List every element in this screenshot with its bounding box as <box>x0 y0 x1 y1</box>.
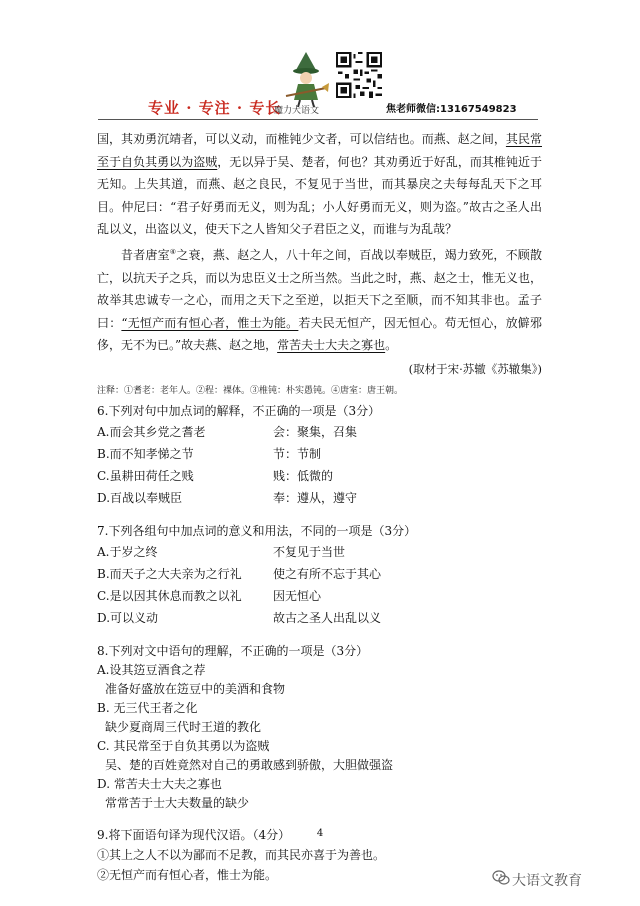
question-6-title: 6.下列对句中加点词的解释，不正确的一项是（3分） <box>97 403 381 418</box>
passage-text: 之衰，燕、赵之人，八十年之间，百战以奉贼臣，竭力致死，不顾散亡，以抗天子之兵，而以为忠臣义士之所当然。当此之时，燕、赵之士，惟无义也，故举其忠诚专一之心，而用之天下之至逆，以拒天下之至顺，而不知其非也。孟子曰： <box>97 247 542 330</box>
watermark: 大语文教育 <box>512 873 582 889</box>
slogan: 专业 · 专注 · 专长 <box>148 99 282 117</box>
underlined-sentence: “无恒产而有恒心者，惟士为能。 <box>121 315 299 330</box>
question-9-item: ②无恒产而有恒心者，惟士为能。 <box>97 867 278 882</box>
brand-name: 魔力大语文 <box>274 106 320 116</box>
passage-paragraph-1 <box>97 128 542 241</box>
question-8-title: 8.下列对文中语句的理解，不正确的一项是（3分） <box>97 643 369 658</box>
wechat-icon <box>492 869 510 887</box>
passage-text: 国，其劝勇沉靖者，可以义动，而椎钝少文者，可以信结也。而燕、赵之间， <box>97 132 506 146</box>
qr-code-icon <box>336 52 382 98</box>
question-8-options <box>97 661 542 813</box>
page-header <box>0 0 640 122</box>
question-8-option-explanation: 常常苦于士大夫数量的缺少 <box>105 795 250 810</box>
question-6-option: B.而不知孝悌之节 节：节制 <box>97 446 322 461</box>
page-number: 4 <box>316 828 324 839</box>
question-8-option-explanation: 准备好盛放在笾豆中的美酒和食物 <box>105 681 286 696</box>
passage-text: 。 <box>385 338 398 353</box>
question-8-option: A.设其笾豆酒食之荐 <box>97 662 206 677</box>
question-7-option: C.是以因其休息而教之以礼 因无恒心 <box>97 588 322 603</box>
question-8-option-explanation: 吴、楚的百姓竟然对自己的勇敢感到骄傲，大胆做强盗 <box>105 757 394 772</box>
question-8-option: B. 无三代王者之化 <box>97 700 198 715</box>
question-7-option: A.于岁之终 不复见于当世 <box>97 544 346 559</box>
question-6-option: D.百战以奉贼臣 奉：遵从，遵守 <box>97 490 358 505</box>
question-6-options <box>97 421 542 509</box>
source-citation: (取材于宋·苏辙《苏辙集》) <box>408 361 542 376</box>
passage-paragraph-2 <box>97 241 542 357</box>
question-7-options <box>97 541 542 629</box>
passage-text: 若夫民无恒产，因无恒心。苟无恒心，放僻邪侈，无不为已。”故夫燕、赵之地， <box>97 315 542 353</box>
question-7-title: 7.下列各组句中加点词的意义和用法，不同的一项是（3分） <box>97 523 417 538</box>
underlined-sentence: 常苦夫士大夫之寡也 <box>277 338 386 353</box>
question-7-option: B.而天子之大夫亲为之行礼 使之有所不忘于其心 <box>97 566 382 581</box>
question-9-item: ①其上之人不以为鄙而不足教，而其民亦喜于为善也。 <box>97 847 386 862</box>
question-9-title: 9.将下面语句译为现代汉语。（4分） <box>97 827 291 842</box>
question-8-option: C. 其民常至于自负其勇以为盗贼 <box>97 738 270 753</box>
annotation-notes: 注释：①耆老：老年人。②程：裸体。③椎钝：朴实愚钝。④唐室：唐王朝。 <box>97 385 404 396</box>
question-6-option: C.虽耕田荷任之贱 贱：低微的 <box>97 468 334 483</box>
passage-text: 昔者唐室 <box>121 247 170 262</box>
exam-content <box>97 128 542 885</box>
contact-wechat: 焦老师微信:13167549823 <box>386 104 517 115</box>
witch-mascot-icon <box>282 50 330 108</box>
header-divider <box>98 119 538 120</box>
question-6-option: A.而会其乡党之耆老 会：聚集，召集 <box>97 424 358 439</box>
passage-text: ，无以异于吴、楚者，何也？其劝勇近于好乱，而其椎钝近于无知。上失其道，而燕、赵之良民，不复见于当世，而其暴戾之夫每每乱天下之耳目。仲尼曰：“君子好勇而无义，则为乱；小人好勇而无义，则为盗。”故古之圣人出乱以义，出盗以义，使天下之人皆知父子君臣之义，而谁与为乱哉？ <box>97 154 542 237</box>
passage-text: ④ <box>169 247 177 256</box>
question-8-option: D. 常苦夫士大夫之寡也 <box>97 776 222 791</box>
underlined-sentence: 其民常至于自负其勇以为盗贼 <box>97 132 542 169</box>
question-7-option: D.可以义动 故古之圣人出乱以义 <box>97 610 382 625</box>
question-8-option-explanation: 缺少夏商周三代时王道的教化 <box>105 719 262 734</box>
